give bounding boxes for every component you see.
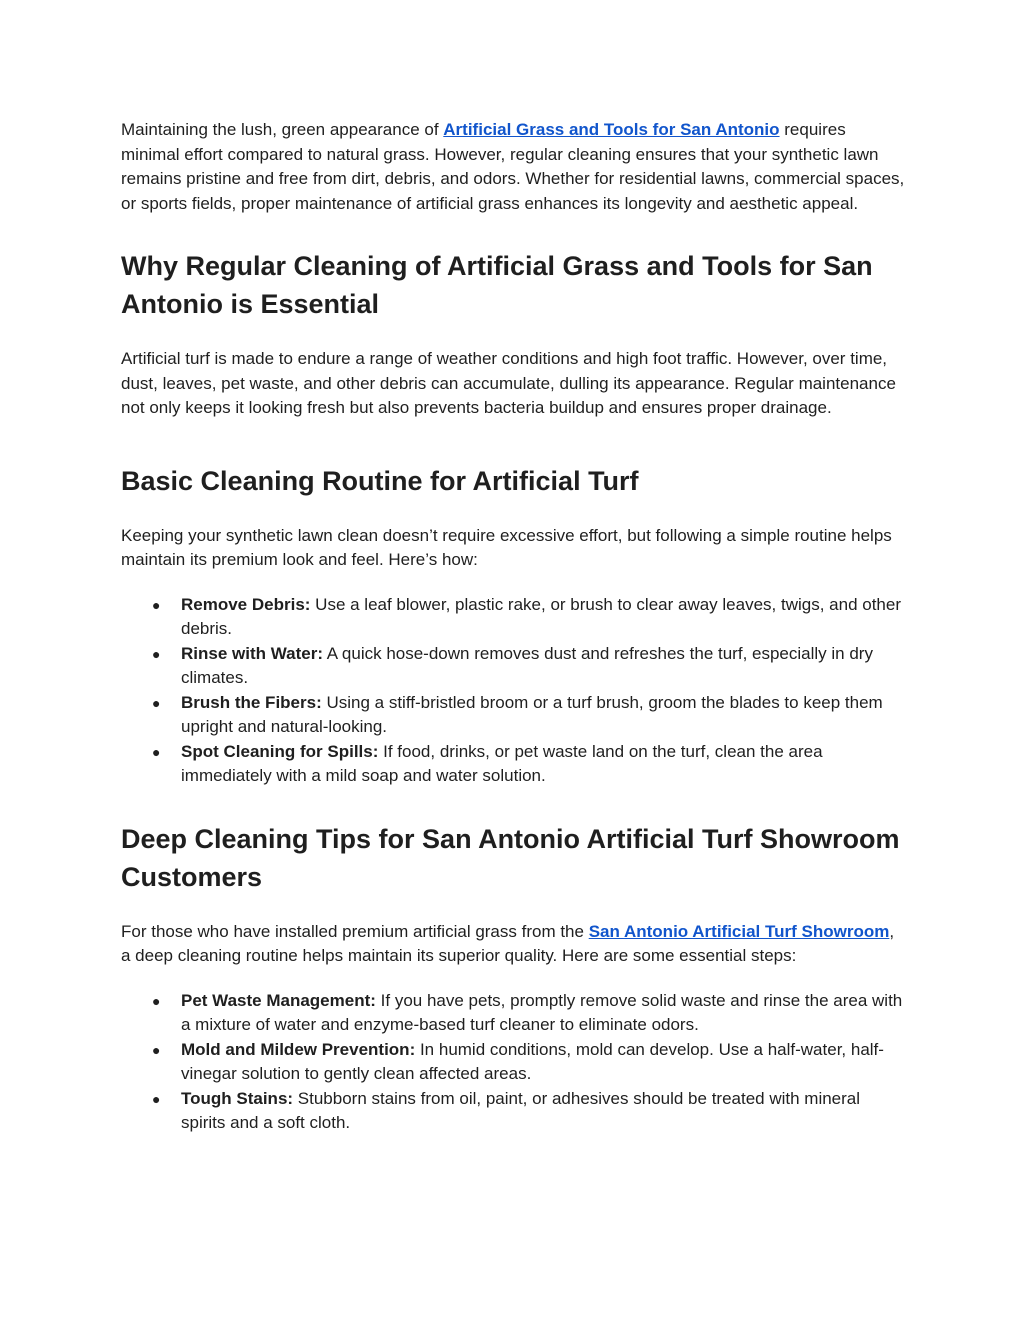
list-item [152,740,906,789]
list-item-text: If you have pets, promptly remove solid waste and rinse the area with a mixture of water and enzyme-based turf cleaner to eliminate odors. [181,990,903,1034]
list-item-text: In humid conditions, mold can develop. Use a half-water, half-vinegar solution to gently clean affected areas. [181,1039,884,1083]
bullet-icon: ● [152,1041,161,1058]
basic-paragraph: Keeping your synthetic lawn clean doesn’t require excessive effort, but following a simple routine helps maintain its premium look and feel. Here’s how: [121,525,892,569]
list-item-title: Tough Stains: [181,1088,294,1108]
list-item-text: Use a leaf blower, plastic rake, or brush to clear away leaves, twigs, and other debris. [181,594,902,638]
heading-basic-cleaning-routine: Basic Cleaning Routine for Artificial Turf [121,465,639,496]
list-item-title: Remove Debris: [181,594,311,614]
list-item-text: Using a stiff-bristled broom or a turf brush, groom the blades to keep them upright and natural-looking. [181,692,883,736]
list-item-title: Brush the Fibers: [181,692,322,712]
artificial-grass-tools-link[interactable]: Artificial Grass and Tools for San Antonio [443,120,780,139]
list-item-title: Spot Cleaning for Spills: [181,741,379,761]
deep-text-end: , a deep cleaning routine helps maintain its superior quality. Here are some essential steps: [121,921,895,965]
deep-text-start: For those who have installed premium artificial grass from the [121,921,589,941]
bullet-icon: ● [152,694,161,711]
bullet-icon: ● [152,596,161,613]
list-item [152,593,906,642]
intro-text-start: Maintaining the lush, green appearance of [121,120,444,139]
bullet-icon: ● [152,645,161,662]
list-item-title: Mold and Mildew Prevention: [181,1039,416,1059]
why-paragraph: Artificial turf is made to endure a range of weather conditions and high foot traffic. However, over time, dust, leaves, pet waste, and other debris can accumulate, dulling its appearance. Regular maintenance not only keeps it looking fresh but also prevents bacteria buildup and ensures proper drainage. [121,349,896,417]
heading-why-regular-cleaning: Why Regular Cleaning of Artificial Grass and Tools for San Antonio is Essential [121,251,873,319]
list-item [152,1038,906,1087]
bullet-icon: ● [152,743,161,760]
list-item [152,642,906,691]
intro-text-end: requires minimal effort compared to natural grass. However, regular cleaning ensures that your synthetic lawn remains pristine and free from dirt, debris, and odors. Whether for residential lawns, commercial spaces, or sports fields, proper maintenance of artificial grass enhances its longevity and aesthetic appeal. [121,120,905,213]
basic-cleaning-list [121,593,906,789]
bullet-icon: ● [152,992,161,1009]
deep-paragraph [121,920,906,969]
heading-deep-cleaning-tips: Deep Cleaning Tips for San Antonio Artificial Turf Showroom Customers [121,823,900,892]
list-item-text: Stubborn stains from oil, paint, or adhesives should be treated with mineral spirits and a soft cloth. [181,1088,861,1132]
list-item-text: A quick hose-down removes dust and refreshes the turf, especially in dry climates. [181,643,873,687]
list-item [152,989,906,1038]
bullet-icon: ● [152,1090,161,1107]
list-item-title: Rinse with Water: [181,643,323,663]
list-item-text: If food, drinks, or pet waste land on the turf, clean the area immediately with a mild soap and water solution. [181,741,823,785]
list-item [152,691,906,740]
showroom-link[interactable]: San Antonio Artificial Turf Showroom [588,921,890,941]
list-item-title: Pet Waste Management: [181,990,376,1010]
deep-cleaning-list [121,989,906,1136]
list-item [152,1087,906,1136]
intro-paragraph [121,118,906,216]
